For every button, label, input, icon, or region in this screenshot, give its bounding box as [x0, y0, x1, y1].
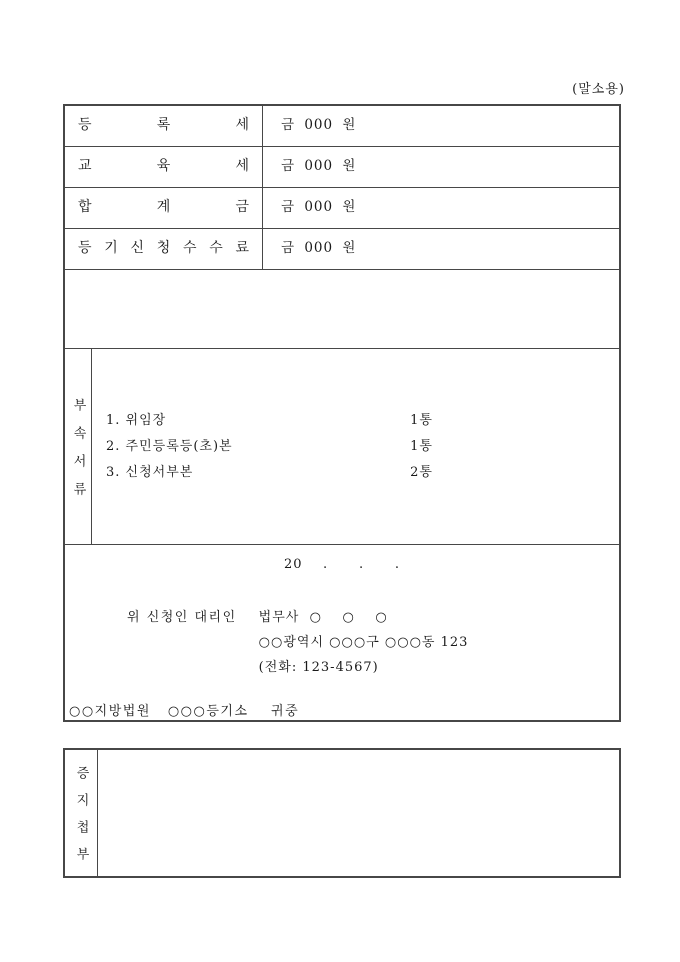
list-item	[106, 434, 433, 460]
signature-section	[65, 545, 619, 724]
stamp-label-column	[65, 750, 98, 876]
attachments-label: 부속서류	[70, 398, 86, 510]
agent-details	[259, 605, 469, 680]
list-item	[106, 460, 433, 486]
agent-phone: (전화: 123-4567)	[258, 660, 379, 675]
stamp-label: 증지첩부	[73, 766, 89, 874]
fee-label: 등 록 세	[65, 106, 263, 146]
table-row-registration-tax	[65, 106, 619, 147]
fee-value: 금 000 원	[281, 158, 357, 174]
table-row-total-amount	[65, 188, 619, 229]
attachments-label-column	[65, 349, 92, 544]
registration-fee-table	[63, 104, 621, 722]
stamp-box	[63, 748, 621, 878]
agent-title-name: 법무사 ○ ○ ○	[258, 610, 388, 625]
fee-value: 금 000 원	[281, 117, 357, 133]
fee-label: 합 계 금	[65, 188, 263, 228]
purpose-note: (말소용)	[572, 82, 625, 97]
date-line: 20 . . .	[283, 557, 401, 572]
fee-value: 금 000 원	[281, 240, 357, 256]
fee-label: 등 기 신 청 수 수 료	[65, 229, 263, 269]
empty-row	[65, 270, 619, 349]
table-row-education-tax	[65, 147, 619, 188]
list-item	[106, 408, 433, 434]
attachment-count: 2통	[410, 464, 433, 480]
table-row-application-fee	[65, 229, 619, 270]
attachment-name: 2. 주민등록등(초)본	[106, 438, 233, 454]
applicant-label: 위 신청인 대리인	[127, 610, 237, 625]
attachments-section	[65, 349, 619, 545]
attachment-name: 1. 위임장	[106, 412, 167, 428]
signature-block	[127, 605, 468, 680]
attachment-count: 1통	[410, 438, 433, 454]
fee-value: 금 000 원	[281, 199, 357, 215]
attachments-list	[92, 349, 619, 544]
court-line: ○○지방법원 ○○○등기소 귀중	[69, 704, 300, 719]
attachment-name: 3. 신청서부본	[106, 464, 194, 480]
agent-address: ○○광역시 ○○○구 ○○○동 123	[258, 635, 469, 650]
fee-label: 교 육 세	[65, 147, 263, 187]
stamp-attachment-area	[98, 750, 619, 876]
attachment-count: 1통	[410, 412, 433, 428]
